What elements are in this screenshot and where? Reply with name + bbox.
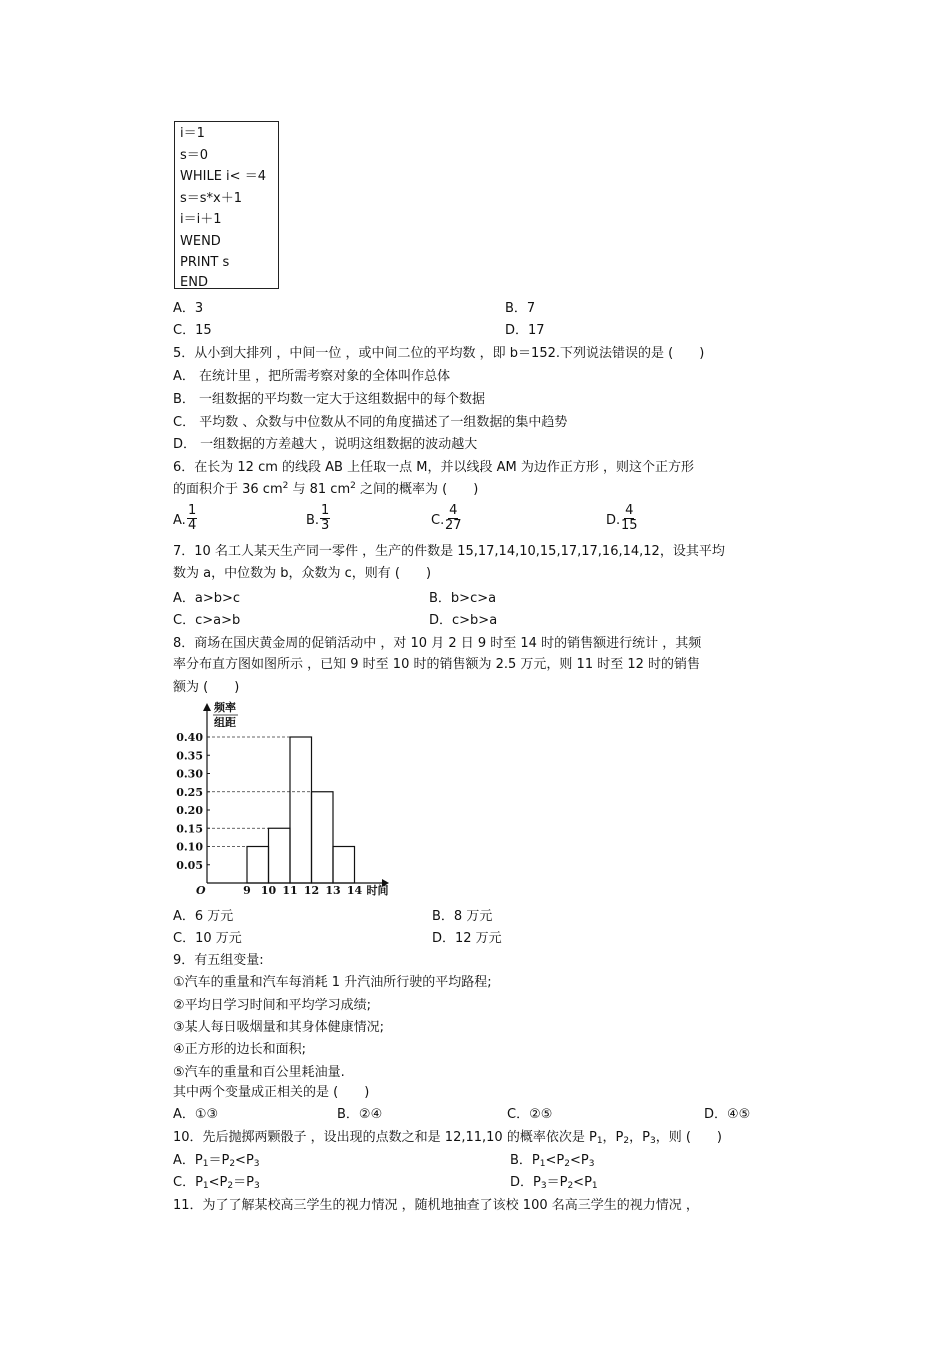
q8-option-d: D．12 万元 — [432, 931, 502, 946]
histogram-bar — [333, 847, 355, 884]
x-tick-label: 11 — [282, 884, 298, 897]
q7-option-c: C．c>a>b — [173, 613, 241, 628]
q7-stem-line1: 7．10 名工人某天生产同一零件 ，生产的件数是 15,17,14,10,15,17,17,16,14,12，设其平均 — [173, 544, 725, 559]
y-tick-label: 0.20 — [176, 804, 203, 817]
q4-option-d: D．17 — [505, 323, 545, 338]
y-tick-label: 0.30 — [176, 767, 203, 781]
q7-stem-line2: 数为 a，中位数为 b，众数为 c，则有 ( ) — [173, 566, 432, 581]
q9-option-b: B．②④ — [337, 1107, 383, 1122]
histogram-bar — [312, 792, 334, 883]
y-axis-label-top: 频率 — [214, 701, 236, 714]
q9-item-2: ②平均日学习时间和平均学习成绩; — [173, 998, 372, 1013]
q8-stem-line2: 率分布直方图如图所示 ，已知 9 时至 10 时的销售额为 2.5 万元，则 11 时至 12 时的销售 — [173, 657, 701, 672]
y-axis-arrow-icon — [203, 703, 211, 711]
q4-option-c: C．15 — [173, 323, 212, 338]
q6-stem-line1: 6．在长为 12 cm 的线段 AB 上任取一点 M，并以线段 AM 为边作正方形 ，则这个正方形 — [173, 460, 694, 475]
x-axis-label: 时间 — [366, 884, 389, 897]
y-axis-label-bottom: 组距 — [214, 716, 236, 729]
code-line: i＝i＋1 — [180, 212, 222, 227]
x-tick-label: 12 — [303, 884, 320, 897]
x-tick-label: 13 — [325, 884, 341, 897]
q9-item-4: ④正方形的边长和面积; — [173, 1042, 307, 1057]
x-tick-label: 10 — [260, 884, 277, 897]
q11-stem-line1: 11．为了了解某校高三学生的视力情况 ，随机地抽查了该校 100 名高三学生的视力情况 ， — [173, 1198, 699, 1213]
y-tick-label: 0.10 — [176, 840, 203, 854]
histogram-bar — [247, 847, 269, 884]
q6-option-c-fraction: $\frac{4}{27}$ — [445, 503, 462, 533]
q6-option-d-fraction: $\frac{4}{15}$ — [621, 503, 638, 533]
q10-option-d: D．$P_3=P_2<P_1$ — [510, 1175, 598, 1191]
q8-stem-line3: 额为 ( ) — [173, 680, 240, 695]
q6-option-a-letter: A. — [173, 513, 186, 528]
q6-option-c-letter: C. — [431, 513, 445, 528]
histogram-bar — [269, 828, 291, 883]
y-tick-label: 0.40 — [176, 731, 203, 744]
q5-option-b: B． 一组数据的平均数一定大于这组数据中的每个数据 — [173, 392, 486, 407]
y-tick-label: 0.35 — [176, 749, 203, 763]
q10-option-a: A．$P_1=P_2<P_3$ — [173, 1153, 260, 1169]
q5-option-d: D． 一组数据的方差越大 ，说明这组数据的波动越大 — [173, 437, 478, 452]
code-line: WHILE i< ＝4 — [180, 169, 266, 184]
q8-option-c: C．10 万元 — [173, 931, 242, 946]
q7-option-d: D．c>b>a — [429, 613, 498, 628]
code-line: WEND — [180, 234, 221, 249]
q4-option-b: B．7 — [505, 301, 536, 316]
q9-item-3: ③某人每日吸烟量和其身体健康情况; — [173, 1020, 385, 1035]
q9-option-d: D．④⑤ — [704, 1107, 751, 1122]
code-line: s＝s*x＋1 — [180, 191, 243, 206]
q9-option-a: A．①③ — [173, 1107, 219, 1122]
q6-stem-line2: 的面积介于 36 $cm^2$ 与 81 $cm^2$ 之间的概率为 ( ) — [173, 481, 479, 497]
code-line: END — [180, 275, 208, 290]
q10-stem: 10．先后抛掷两颗骰子 ，设出现的点数之和是 12,11,10 的概率依次是 $P_1$，$P_2$，$P_3$，则 ( ) — [173, 1130, 722, 1146]
q9-stem: 9．有五组变量: — [173, 953, 264, 968]
q10-option-b: B．$P_1<P_2<P_3$ — [510, 1153, 595, 1169]
q4-option-a: A．3 — [173, 301, 204, 316]
code-line: PRINT s — [180, 255, 230, 270]
q7-option-a: A．a>b>c — [173, 591, 241, 606]
q8-stem-line1: 8．商场在国庆黄金周的促销活动中 ，对 10 月 2 日 9 时至 14 时的销售额进行统计 ，其频 — [173, 636, 702, 651]
q9-item-1: ①汽车的重量和汽车每消耗 1 升汽油所行驶的平均路程; — [173, 975, 492, 990]
q9-option-c: C．②⑤ — [507, 1107, 553, 1122]
histogram-chart — [170, 698, 400, 898]
q8-option-b: B．8 万元 — [432, 909, 493, 924]
code-line: i＝1 — [180, 126, 205, 141]
x-tick-label: 9 — [243, 884, 251, 897]
q8-option-a: A．6 万元 — [173, 909, 234, 924]
q6-option-b-letter: B. — [306, 513, 320, 528]
y-tick-label: 0.05 — [176, 858, 203, 872]
q6-option-a-fraction: $\frac{1}{4}$ — [188, 503, 197, 533]
q9-question: 其中两个变量成正相关的是 ( ) — [173, 1085, 370, 1100]
q5-option-a: A． 在统计里 ，把所需考察对象的全体叫作总体 — [173, 369, 451, 384]
code-box — [174, 121, 279, 289]
q5-stem: 5．从小到大排列 ，中间一位 ，或中间二位的平均数 ，即 b＝152.下列说法错误的是 ( ) — [173, 346, 705, 361]
y-tick-label: 0.25 — [176, 785, 203, 799]
q10-option-c: C．$P_1<P_2=P_3$ — [173, 1175, 260, 1191]
histogram-bar — [290, 737, 312, 883]
q9-item-5: ⑤汽车的重量和百公里耗油量. — [173, 1065, 345, 1080]
q5-option-c: C． 平均数 、众数与中位数从不同的角度描述了一组数据的集中趋势 — [173, 415, 568, 430]
q6-option-b-fraction: $\frac{1}{3}$ — [321, 503, 330, 533]
x-tick-label: 14 — [346, 884, 363, 897]
origin-label: O — [196, 884, 206, 897]
code-line: s＝0 — [180, 148, 209, 163]
y-tick-label: 0.15 — [176, 822, 203, 836]
q6-option-d-letter: D. — [606, 513, 621, 528]
q7-option-b: B．b>c>a — [429, 591, 497, 606]
